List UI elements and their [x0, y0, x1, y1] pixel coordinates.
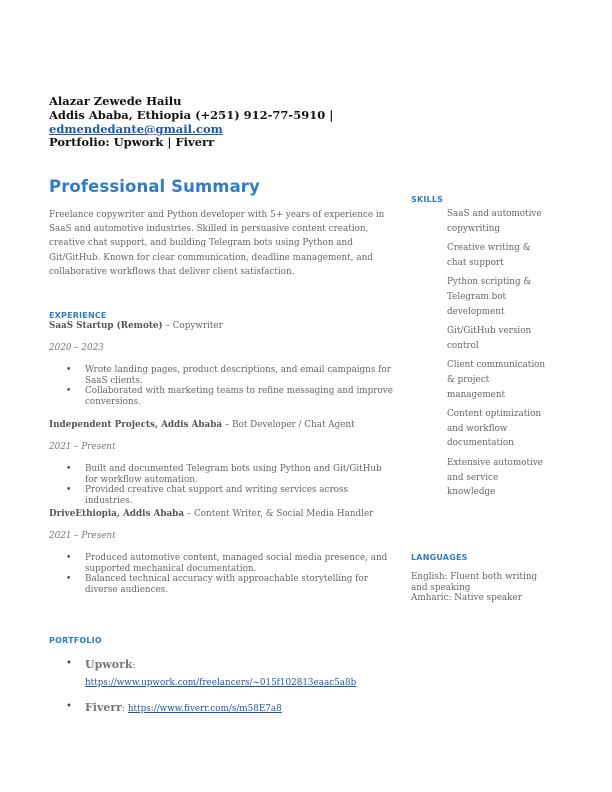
skills-heading: SKILLS: [411, 195, 444, 204]
portfolio-list: [49, 656, 379, 716]
portfolio-separator: :: [132, 661, 136, 671]
language-amharic: Amharic: Native speaker: [411, 593, 522, 603]
skills-list: [447, 207, 547, 505]
email-link[interactable]: edmendedante@gmail.com: [49, 122, 223, 136]
portfolio-line: Portfolio: Upwork | Fiverr: [49, 135, 215, 149]
job-dates: 2021 – Present: [49, 442, 116, 452]
job-company: SaaS Startup (Remote): [49, 321, 163, 331]
job-bullets: [49, 464, 394, 506]
list-item: • Provided creative chat support and writing services across industries.: [49, 485, 394, 506]
job-company: Independent Projects, Addis Ababa: [49, 420, 223, 430]
portfolio-label: Upwork: [85, 658, 133, 671]
skill-item: Client communication & project management: [447, 360, 546, 400]
list-item: • Wrote landing pages, product descriptions, and email campaigns for SaaS clients.: [49, 365, 394, 386]
job-title: [49, 321, 223, 331]
job-dates: 2021 – Present: [49, 531, 116, 541]
languages-text: [411, 572, 551, 604]
upwork-link[interactable]: https://www.upwork.com/freelancers/~015f102813eaac5a8b: [85, 678, 357, 688]
portfolio-label: Fiverr: [85, 701, 122, 714]
list-item: • Balanced technical accuracy with approachable storytelling for diverse audiences.: [49, 574, 394, 595]
fiverr-link[interactable]: https://www.fiverr.com/s/m58E7a8: [127, 704, 282, 714]
experience-heading: EXPERIENCE: [49, 311, 107, 320]
job-role: – Content Writer, & Social Media Handler: [184, 509, 374, 519]
job-role: – Bot Developer / Chat Agent: [222, 420, 355, 430]
skill-item: Content optimization and workflow documentation: [447, 409, 542, 449]
list-item: • Collaborated with marketing teams to refine messaging and improve conversions.: [49, 386, 394, 407]
list-item: • Produced automotive content, managed social media presence, and supported mechanical documentation.: [49, 553, 394, 574]
job-role: – Copywriter: [162, 321, 223, 331]
job-bullets: [49, 365, 394, 407]
skill-item: Extensive automotive and service knowledge: [447, 457, 543, 498]
languages-heading: LANGUAGES: [411, 553, 468, 562]
skill-item: Git/GitHub version control: [447, 326, 532, 351]
location-phone: Addis Ababa, Ethiopia (+251) 912-77-5910 |: [49, 108, 334, 122]
list-item: • Built and documented Telegram bots using Python and Git/GitHub for workflow automation.: [49, 464, 394, 485]
summary-title: Professional Summary: [49, 177, 260, 196]
portfolio-item-upwork: [49, 656, 379, 690]
job-dates: 2020 – 2023: [49, 343, 104, 353]
job-bullets: [49, 553, 394, 595]
skill-item: Python scripting & Telegram bot development: [447, 277, 532, 317]
portfolio-heading: PORTFOLIO: [49, 636, 102, 645]
portfolio-separator: :: [121, 704, 128, 714]
summary-text: Freelance copywriter and Python developer with 5+ years of experience in SaaS and automotive industries. Skilled in persuasive content creation, creative chat support, and building Telegram bots using Python and Git/GitHub. Known for clear communication, deadline management, and collaborative workflows that deliver client satisfaction.: [49, 210, 385, 277]
candidate-name: Alazar Zewede Hailu: [49, 94, 182, 108]
skill-item: SaaS and automotive copywriting: [447, 209, 542, 234]
job-title: [49, 420, 355, 430]
job-company: DriveEthiopia, Addis Ababa: [49, 509, 185, 519]
language-english: English: Fluent both writing and speaking: [411, 572, 538, 593]
portfolio-item-fiverr: [49, 699, 379, 716]
skill-item: Creative writing & chat support: [447, 243, 531, 268]
job-title: [49, 509, 373, 519]
